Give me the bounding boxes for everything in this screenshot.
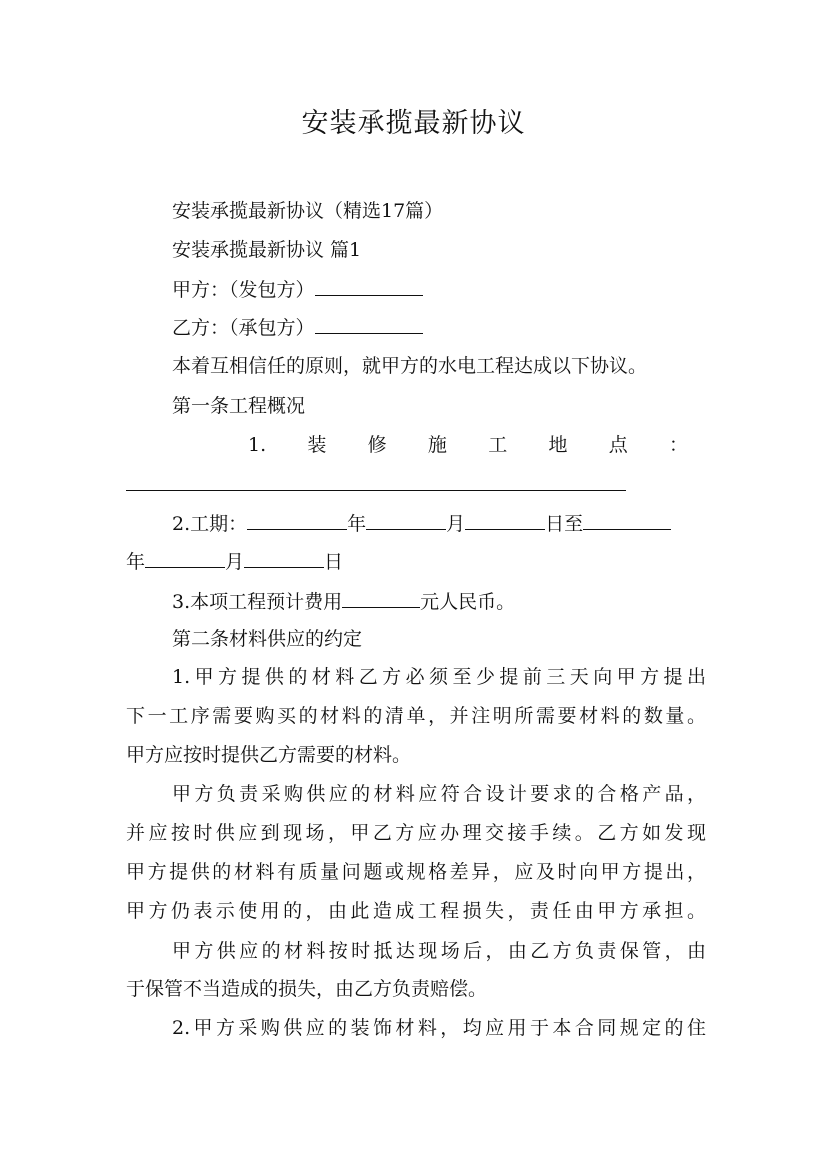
item2-month2: 月	[225, 551, 245, 573]
item1-char: 工	[488, 434, 508, 456]
document-title: 安装承揽最新协议	[301, 108, 526, 139]
party-a-line	[172, 277, 423, 302]
item2-day-blank	[465, 511, 545, 530]
party-a-blank	[315, 277, 423, 296]
paragraph-line: 甲方提供的材料有质量问题或规格差异，应及时向甲方提出，	[126, 861, 706, 883]
item2-month2-blank	[145, 549, 225, 568]
item1-char: 修	[367, 434, 387, 456]
item3-suffix: 元人民币。	[420, 591, 516, 613]
paragraph-line: 甲方仍表示使用的，由此造成工程损失，责任由甲方承担。	[126, 900, 706, 922]
item2-line-cont	[126, 549, 343, 574]
item1-char: 装	[307, 434, 327, 456]
item2-year2: 年	[126, 551, 146, 573]
intro-paragraph: 本着互相信任的原则，就甲方的水电工程达成以下协议。	[172, 355, 648, 377]
item2-day2-blank	[244, 549, 324, 568]
item2-month-blank	[366, 511, 446, 530]
item1-char: 施	[427, 434, 447, 456]
item3-line	[172, 589, 515, 614]
article1-heading: 第一条工程概况	[172, 395, 306, 417]
paragraph-line: 甲方供应的材料按时抵达现场后，由乙方负责保管，由	[172, 940, 706, 962]
paragraph-line: 2.甲方采购供应的装饰材料，均应用于本合同规定的住	[172, 1017, 706, 1039]
item1-char: 1.	[248, 434, 267, 456]
paragraph-line: 1.甲方提供的材料乙方必须至少提前三天向甲方提出	[172, 666, 706, 688]
party-b-line	[172, 315, 423, 340]
paragraph-line: 下一工序需要购买的材料的清单，并注明所需要材料的数量。	[126, 705, 706, 727]
item2-line	[172, 511, 671, 536]
item3-prefix: 3.本项工程预计费用	[172, 591, 343, 613]
paragraph-line: 并应按时供应到现场，甲乙方应办理交接手续。乙方如发现	[126, 822, 706, 844]
item1-line	[248, 433, 688, 457]
party-b-label: 乙方：（承包方）	[172, 317, 315, 339]
paragraph-line: 甲方应按时提供乙方需要的材料。	[126, 744, 412, 766]
item2-year-blank	[247, 511, 347, 530]
item2-day2: 日	[324, 551, 344, 573]
section-heading: 安装承揽最新协议 篇1	[172, 239, 362, 261]
article2-heading: 第二条材料供应的约定	[172, 628, 363, 650]
item1-char: 地	[548, 434, 568, 456]
party-a-label: 甲方：（发包方）	[172, 279, 315, 301]
document-subtitle: 安装承揽最新协议（精选17篇）	[172, 200, 444, 222]
item1-blank-line	[126, 490, 626, 491]
item2-month: 月	[446, 513, 466, 535]
item2-day-to: 日至	[545, 513, 584, 535]
paragraph-line: 甲方负责采购供应的材料应符合设计要求的合格产品，	[172, 783, 706, 805]
item1-char: 点	[608, 434, 628, 456]
item3-blank	[342, 589, 420, 608]
party-b-blank	[315, 315, 423, 334]
item2-year: 年	[347, 513, 367, 535]
item2-prefix: 2.工期：	[172, 513, 248, 535]
paragraph-line: 于保管不当造成的损失，由乙方负责赔偿。	[126, 978, 488, 1000]
item2-year2-blank	[583, 511, 671, 530]
item1-char: ：	[668, 434, 688, 456]
